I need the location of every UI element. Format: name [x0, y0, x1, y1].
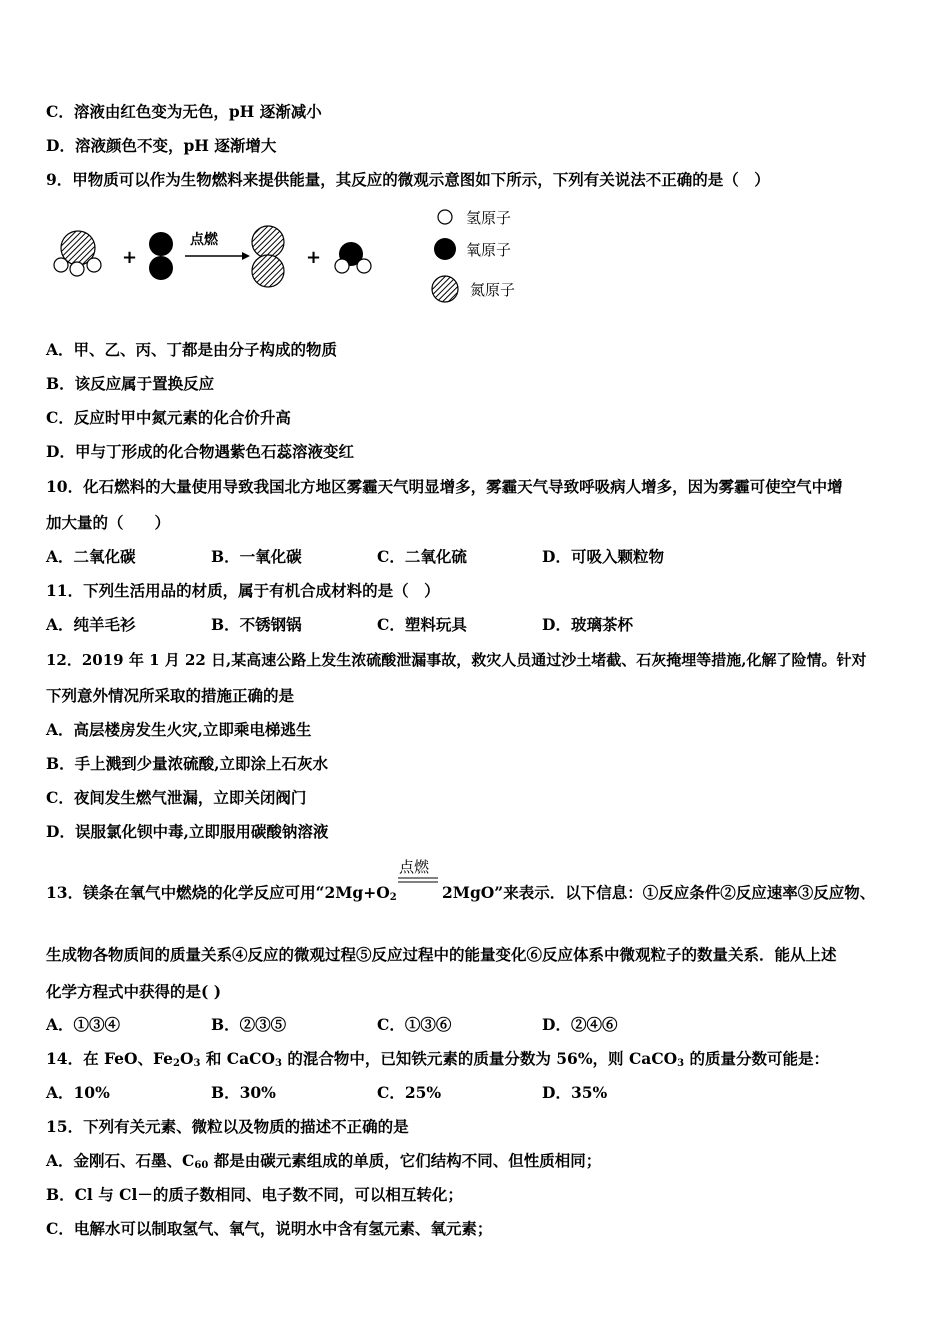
q13-option-a: A．①③④: [46, 1015, 121, 1034]
reaction-condition: 点燃: [190, 232, 218, 248]
q14-sub-4: 3: [677, 1058, 685, 1069]
q15-stem: 15．下列有关元素、微粒以及物质的描述不正确的是: [46, 1117, 409, 1136]
q10-option-d: D．可吸入颗粒物: [542, 547, 664, 566]
q13-stem-part-a: 13．镁条在氧气中燃烧的化学反应可用“2Mg+O: [46, 883, 390, 902]
q13-option-c: C．①③⑥: [377, 1015, 452, 1034]
q14-sub-3: 3: [274, 1058, 282, 1069]
q14-stem: [46, 1049, 829, 1069]
q14-part-5: 的质量分数可能是：: [684, 1049, 830, 1068]
q15-option-c: C．电解水可以制取氢气、氧气，说明水中含有氢元素、氧元素；: [46, 1219, 493, 1238]
product-bing-molecule: [252, 226, 284, 287]
q14-part-2: O: [179, 1049, 194, 1068]
q11-option-a: A．纯羊毛衫: [46, 615, 136, 634]
q10-stem-line1: 10．化石燃料的大量使用导致我国北方地区雾霾天气明显增多，雾霾天气导致呼吸病人增多，因为雾霾可使空气中增: [46, 477, 843, 496]
q9-option-c: C．反应时甲中氮元素的化合价升高: [46, 408, 291, 427]
q8-option-c: C．溶液由红色变为无色，pH 逐渐减小: [46, 102, 322, 121]
q15-option-a: [46, 1151, 601, 1171]
q14-sub-2: 3: [193, 1058, 201, 1069]
q8-option-d: D．溶液颜色不变，pH 逐渐增大: [46, 136, 277, 155]
arrow-head: [242, 252, 250, 260]
q14-option-c: C．25%: [377, 1083, 442, 1102]
q13-stem-line1b: 2MgO”来表示．以下信息：①反应条件②反应速率③反应物、: [442, 883, 876, 902]
q14-option-d: D．35%: [542, 1083, 608, 1102]
q9-option-a: A．甲、乙、丙、丁都是由分子构成的物质: [46, 340, 338, 359]
q11-option-b: B．不锈钢锅: [211, 615, 302, 634]
q12-stem-line2: 下列意外情况所采取的措施正确的是: [46, 686, 295, 705]
q12-stem-line1: 12．2019 年 1 月 22 日,某高速公路上发生浓硫酸泄漏事故，救灾人员通过沙土堵截、石灰掩埋等措施,化解了险情。针对: [46, 651, 867, 669]
q13-stem-line2: 生成物各物质间的质量关系④反应的微观过程⑤反应过程中的能量变化⑥反应体系中微观粒子的数量关系．能从上述: [46, 945, 837, 964]
q13-stem-line3: 化学方程式中获得的是( ): [46, 982, 222, 1001]
q12-option-d: D．误服氯化钡中毒,立即服用碳酸钠溶液: [46, 822, 329, 841]
q15-c60-subscript: 60: [194, 1160, 209, 1171]
q10-option-c: C．二氧化硫: [377, 547, 467, 566]
reactant-yi-molecule: [149, 232, 173, 280]
q12-option-b: B．手上溅到少量浓硫酸,立即涂上石灰水: [46, 754, 328, 773]
q15-option-a-part2: 都是由碳元素组成的单质，它们结构不同、但性质相同；: [208, 1151, 602, 1170]
q9-option-d: D．甲与丁形成的化合物遇紫色石蕊溶液变红: [46, 442, 354, 461]
q12-option-c: C．夜间发生燃气泄漏，立即关闭阀门: [46, 788, 307, 807]
q13-double-line: [398, 876, 440, 884]
q14-part-1: 14．在 FeO、Fe: [46, 1049, 174, 1068]
q9-stem: 9．甲物质可以作为生物燃料来提供能量，其反应的微观示意图如下所示，下列有关说法不正确的是（ ）: [46, 170, 770, 189]
q12-option-a: A．高层楼房发生火灾,立即乘电梯逃生: [46, 720, 312, 739]
q13-option-b: B．②③⑤: [211, 1015, 287, 1034]
q10-option-b: B．一氧化碳: [211, 547, 302, 566]
plus-sign-1: +: [122, 247, 138, 268]
q10-option-a: A．二氧化碳: [46, 547, 136, 566]
legend-nitrogen-label: 氮原子: [470, 280, 516, 299]
q11-stem: 11．下列生活用品的材质，属于有机合成材料的是（ ）: [46, 581, 440, 600]
q13-condition: 点燃: [399, 858, 430, 876]
legend-nitrogen: [430, 276, 515, 302]
q10-stem-line2: 加大量的（ ）: [46, 513, 171, 532]
legend-hydrogen-label: 氢原子: [466, 208, 512, 227]
product-ding-molecule: [335, 242, 371, 273]
q14-option-b: B．30%: [211, 1083, 276, 1102]
q9-option-b: B．该反应属于置换反应: [46, 374, 215, 393]
plus-sign-2: +: [306, 247, 322, 268]
q14-part-4: 的混合物中，已知铁元素的质量分数为 56%，则 CaCO: [281, 1049, 678, 1068]
legend-hydrogen: [430, 204, 511, 230]
reactant-jia-molecule: [54, 231, 101, 276]
q9-reaction-diagram: [40, 210, 400, 310]
legend-oxygen: [430, 236, 511, 262]
q15-option-b: B．Cl 与 Cl－的质子数相同、电子数不同，可以相互转化；: [46, 1185, 463, 1204]
q14-option-a: A．10%: [46, 1083, 110, 1102]
q13-option-d: D．②④⑥: [542, 1015, 618, 1034]
legend-oxygen-label: 氧原子: [466, 240, 512, 259]
q15-option-a-part1: A．金刚石、石墨、C: [46, 1151, 195, 1170]
q14-sub-1: 2: [173, 1058, 180, 1069]
q14-part-3: 和 CaCO: [200, 1049, 275, 1068]
q11-option-d: D．玻璃茶杯: [542, 615, 633, 634]
q13-stem-line1a: [46, 883, 397, 903]
q13-o2-subscript: 2: [389, 892, 397, 903]
q11-option-c: C．塑料玩具: [377, 615, 467, 634]
